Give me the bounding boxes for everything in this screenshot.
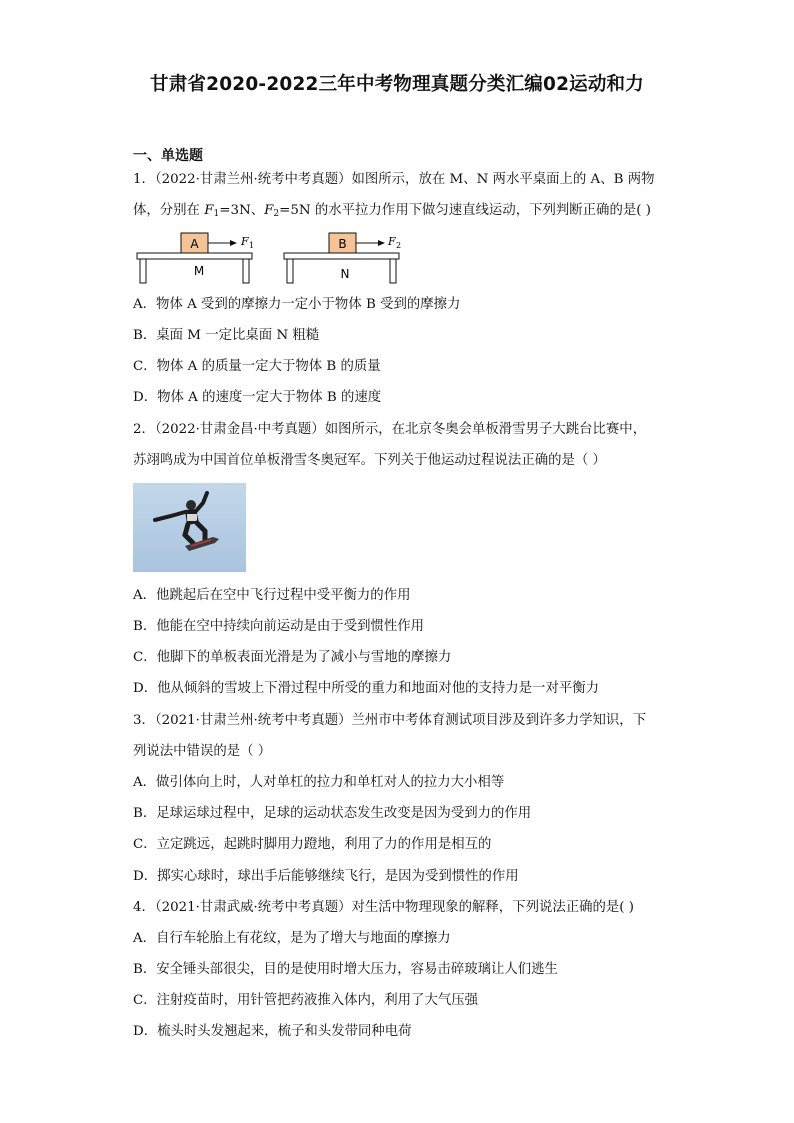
question-4-option-b: B．安全锤头部很尖，目的是使用时增大压力，容易击碎玻璃让人们逃生	[133, 962, 558, 977]
question-1-option-c: C．物体 A 的质量一定大于物体 B 的质量	[133, 359, 381, 374]
question-4-option-c: C．注射疫苗时，用针管把药液推入体内，利用了大气压强	[133, 993, 479, 1008]
block-a	[181, 233, 208, 253]
question-4-option-d: D．梳头时头发翘起来，梳子和头发带同种电荷	[133, 1024, 412, 1039]
section-heading: 一、单选题	[133, 148, 203, 164]
page-title: 甘肃省2020-2022三年中考物理真题分类汇编02运动和力	[150, 74, 644, 95]
question-1-stem-line-1: 1．（2022·甘肃兰州·统考中考真题）如图所示，放在 M、N 两水平桌面上的 A、B 两物	[133, 172, 655, 187]
svg-text:F: F	[388, 235, 396, 248]
snowboarder-photo	[133, 483, 246, 572]
question-2-stem-line-1: 2．（2022·甘肃金昌·中考真题）如图所示，在北京冬奥会单板滑雪男子大跳台比赛中，	[133, 422, 647, 437]
svg-text:1: 1	[249, 241, 255, 250]
table-n-label: N	[340, 267, 350, 281]
table-m-label: M	[193, 264, 205, 278]
svg-text:A: A	[190, 237, 199, 251]
svg-text:B: B	[338, 237, 347, 251]
question-1-stem-line-2: 体，分别在 $F_1=3N$、$F_2=5N$ 的水平拉力作用下做匀速直线运动，下列判断正确的是( )	[133, 203, 651, 219]
question-2-option-a: A．他跳起后在空中飞行过程中受平衡力的作用	[133, 588, 411, 603]
question-2-option-b: B．他能在空中持续向前运动是由于受到惯性作用	[133, 619, 425, 634]
question-4-stem-line-1: 4．（2021·甘肃武威·统考中考真题）对生活中物理现象的解释，下列说法正确的是( )	[133, 900, 635, 915]
svg-text:F: F	[241, 235, 249, 248]
question-2-option-d: D．他从倾斜的雪坡上下滑过程中所受的重力和地面对他的支持力是一对平衡力	[133, 681, 600, 696]
question-3-option-b: B．足球运球过程中，足球的运动状态发生改变是因为受到力的作用	[133, 806, 532, 821]
force-arrow-f1	[208, 235, 254, 250]
question-2-stem-line-2: 苏翊鸣成为中国首位单板滑雪冬奥冠军。下列关于他运动过程说法正确的是（ ）	[133, 453, 606, 468]
question-1-option-d: D．物体 A 的速度一定大于物体 B 的速度	[133, 390, 382, 405]
question-3-stem-line-1: 3．（2021·甘肃兰州·统考中考真题）兰州市中考体育测试项目涉及到许多力学知识，下	[133, 713, 647, 728]
svg-text:2: 2	[396, 241, 402, 250]
question-1-figure	[133, 228, 408, 288]
question-1-option-a: A．物体 A 受到的摩擦力一定小于物体 B 受到的摩擦力	[133, 297, 461, 312]
block-b	[329, 233, 356, 253]
question-3-option-d: D．掷实心球时，球出手后能够继续飞行，是因为受到惯性的作用	[133, 869, 519, 884]
question-1-option-b: B．桌面 M 一定比桌面 N 粗糙	[133, 328, 320, 343]
question-3-stem-line-2: 列说法中错误的是（ ）	[133, 744, 272, 759]
question-3-option-c: C．立定跳远，起跳时脚用力蹬地，利用了力的作用是相互的	[133, 837, 492, 852]
question-2-option-c: C．他脚下的单板表面光滑是为了减小与雪地的摩擦力	[133, 650, 452, 665]
force-arrow-f2	[356, 235, 401, 250]
question-3-option-a: A．做引体向上时，人对单杠的拉力和单杠对人的拉力大小相等	[133, 775, 505, 790]
question-4-option-a: A．自行车轮胎上有花纹，是为了增大与地面的摩擦力	[133, 931, 451, 946]
